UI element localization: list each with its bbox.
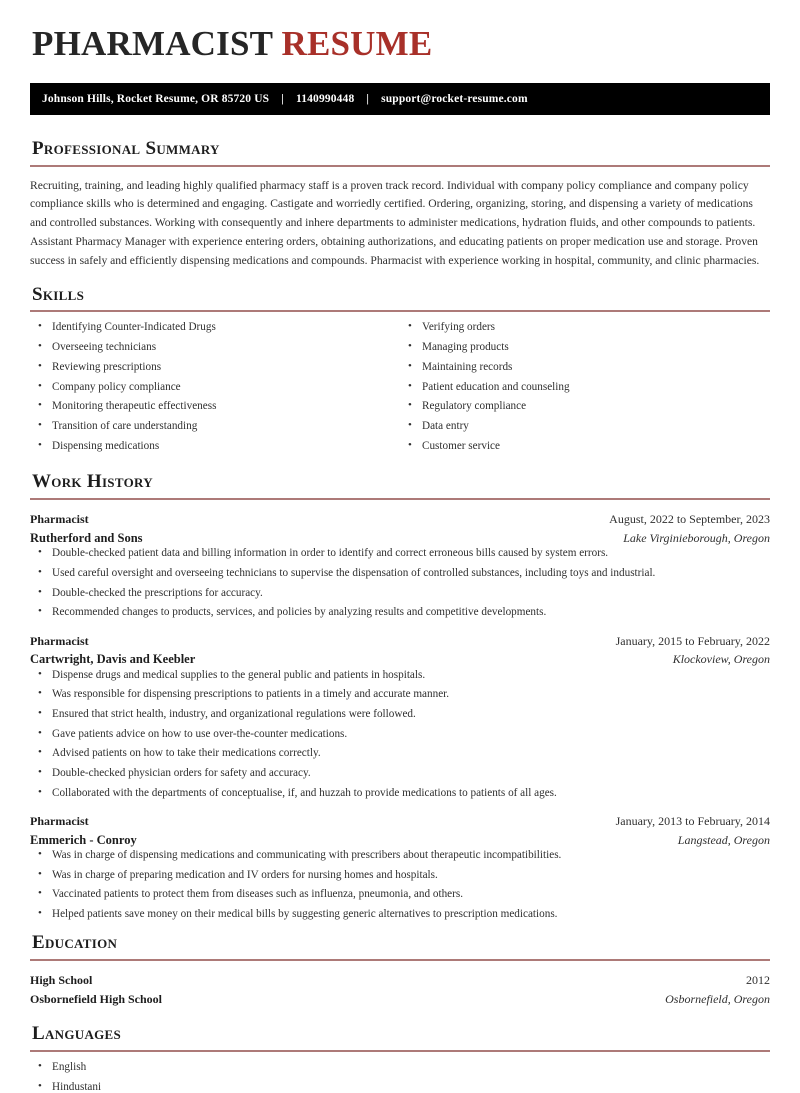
list-item: • Regulatory compliance — [400, 401, 770, 412]
job-company: Emmerich - Conroy — [30, 832, 137, 847]
job-bullets — [30, 670, 770, 799]
job-bullets — [30, 850, 770, 920]
list-item: • Monitoring therapeutic effectiveness — [30, 401, 400, 412]
contact-address: Johnson Hills, Rocket Resume, OR 85720 US — [42, 92, 270, 105]
list-item: • Company policy compliance — [30, 382, 400, 393]
job-title: Pharmacist — [30, 813, 89, 828]
job-header-row — [30, 510, 770, 529]
list-item: • Double-checked patient data and billing information in order to identify and correct erroneous bills caused by system errors. — [30, 548, 770, 559]
job-dates: January, 2013 to February, 2014 — [615, 813, 770, 828]
list-item: • Vaccinated patients to protect them from diseases such as influenza, pneumonia, and others. — [30, 889, 770, 900]
list-item: • Used careful oversight and overseeing technicians to supervise the dispensation of controlled substances, including toys and industrial. — [30, 568, 770, 579]
job-location: Lake Virginieborough, Oregon — [623, 530, 770, 545]
title-accent: RESUME — [281, 24, 433, 63]
section-heading-education: Education — [32, 932, 118, 954]
section-divider-languages — [30, 1050, 770, 1052]
education-entry — [30, 971, 770, 1008]
section-heading-summary: Professional Summary — [32, 137, 220, 159]
job-location: Langstead, Oregon — [677, 832, 770, 847]
education-school: Osbornefield High School — [30, 991, 163, 1006]
job-company-row — [30, 831, 770, 850]
education-school-row — [30, 990, 770, 1009]
education-degree-row — [30, 971, 770, 990]
job-dates: January, 2015 to February, 2022 — [615, 633, 770, 648]
contact-line — [42, 93, 528, 105]
list-item: • Customer service — [400, 441, 770, 452]
section-heading-work-history: Work History — [32, 471, 153, 493]
work-history-entry — [30, 632, 770, 799]
list-item: • Helped patients save money on their medical bills by suggesting generic alternatives to prescription medications. — [30, 909, 770, 920]
list-item: • Dispense drugs and medical supplies to the general public and patients in hospitals. — [30, 670, 770, 681]
section-education — [30, 933, 770, 1008]
section-divider-skills — [30, 310, 770, 312]
list-item: • Overseeing technicians — [30, 342, 400, 353]
job-title: Pharmacist — [30, 512, 89, 527]
work-history-entry — [30, 812, 770, 920]
section-heading-skills: Skills — [32, 283, 85, 305]
summary-paragraph: Recruiting, training, and leading highly qualified pharmacy staff is a proven track record. Individual with company policy compliance and company policy compliance skills who is determined and engaging. Castigate and worriedly certified. Ordering, organizing, storing, and dispensing a variety of medications and controlled substances. Working with consequently and inhere departments to administer medications, hydration fluids, and other compounds to patients. Assistant Pharmacy Manager with experience entering orders, obtaining authorizations, and educating patients on proper medication use and storage. Proven success in safely and efficiently dispensing medications and compounds. Pharmacist with experience working in hospital, community, and clinic pharmacies. — [30, 178, 760, 267]
job-location: Klockoview, Oregon — [672, 652, 770, 667]
section-divider-education — [30, 959, 770, 961]
page-title — [32, 26, 770, 63]
list-item: • Patient education and counseling — [400, 382, 770, 393]
skills-list-left — [30, 322, 400, 451]
education-year: 2012 — [746, 973, 770, 988]
section-work-history — [30, 472, 770, 920]
list-item: • Hindustani — [30, 1082, 770, 1093]
languages-list — [30, 1062, 770, 1093]
list-item: • Was responsible for dispensing prescriptions to patients in a timely and accurate manner. — [30, 689, 770, 700]
job-header-row — [30, 812, 770, 831]
section-professional-summary — [30, 139, 770, 271]
skills-list-right — [400, 322, 770, 451]
list-item: • Transition of care understanding — [30, 421, 400, 432]
list-item: • Collaborated with the departments of conceptualise, if, and huzzah to provide medications to patients of all ages. — [30, 788, 770, 799]
job-bullets — [30, 548, 770, 618]
job-dates: August, 2022 to September, 2023 — [609, 512, 770, 527]
job-title: Pharmacist — [30, 633, 89, 648]
contact-email[interactable]: support@rocket-resume.com — [381, 92, 528, 105]
education-degree: High School — [30, 973, 93, 988]
section-heading-languages: Languages — [32, 1023, 122, 1045]
skills-columns — [30, 322, 770, 460]
list-item: • Identifying Counter-Indicated Drugs — [30, 322, 400, 333]
job-company-row — [30, 650, 770, 669]
skills-column-right — [400, 322, 770, 460]
list-item: • Was in charge of preparing medication and IV orders for nursing homes and hospitals. — [30, 870, 770, 881]
list-item: • Gave patients advice on how to use over-the-counter medications. — [30, 729, 770, 740]
contact-phone[interactable]: 1140990448 — [295, 92, 355, 105]
list-item: • Maintaining records — [400, 362, 770, 373]
list-item: • Recommended changes to products, services, and policies by analyzing results and competitive developments. — [30, 607, 770, 618]
section-skills — [30, 285, 770, 461]
work-history-entry — [30, 510, 770, 618]
list-item: • Verifying orders — [400, 322, 770, 333]
contact-separator-1: | — [281, 92, 284, 105]
education-location: Osbornefield, Oregon — [665, 991, 770, 1006]
list-item: • Reviewing prescriptions — [30, 362, 400, 373]
job-company-row — [30, 529, 770, 548]
list-item: • Data entry — [400, 421, 770, 432]
list-item: • Dispensing medications — [30, 441, 400, 452]
job-company: Rutherford and Sons — [30, 530, 143, 545]
contact-bar — [30, 83, 770, 115]
list-item: • Advised patients on how to take their medications correctly. — [30, 748, 770, 759]
job-company: Cartwright, Davis and Keebler — [30, 652, 196, 667]
section-divider-work-history — [30, 498, 770, 500]
contact-separator-2: | — [366, 92, 370, 105]
list-item: • Was in charge of dispensing medications and communicating with prescribers about therapeutic incompatibilities. — [30, 850, 770, 861]
list-item: • Double-checked physician orders for safety and accuracy. — [30, 768, 770, 779]
section-divider-summary — [30, 165, 770, 167]
job-header-row — [30, 632, 770, 651]
title-primary: PHARMACIST — [32, 24, 273, 63]
list-item: • Managing products — [400, 342, 770, 353]
list-item: • Ensured that strict health, industry, and organizational regulations were followed. — [30, 709, 770, 720]
skills-column-left — [30, 322, 400, 460]
list-item: • English — [30, 1062, 770, 1073]
list-item: • Double-checked the prescriptions for accuracy. — [30, 588, 770, 599]
